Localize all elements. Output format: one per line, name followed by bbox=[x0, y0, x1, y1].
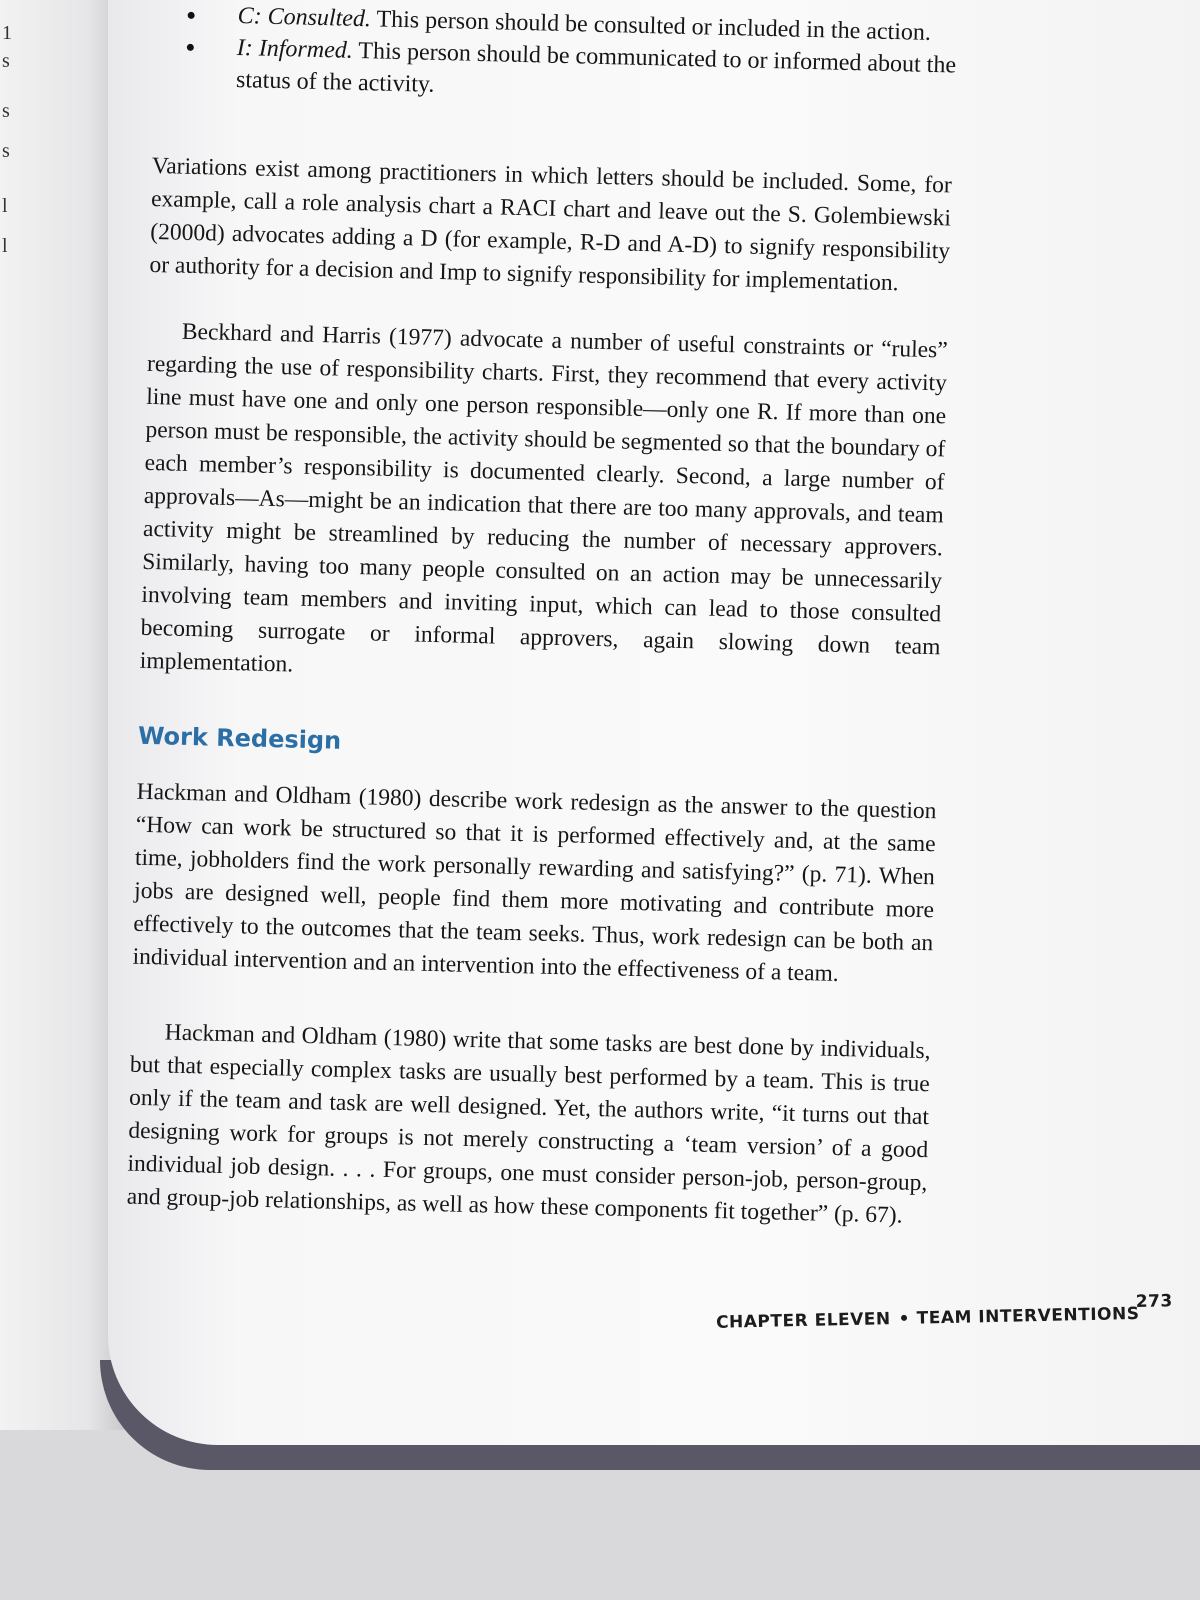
page-content bbox=[126, 0, 976, 1229]
footer-section: TEAM INTERVENTIONS bbox=[916, 1303, 1140, 1329]
bullet-list bbox=[216, 0, 958, 114]
paragraph-work-redesign: Hackman and Oldham (1980) describe work redesign as the answer to the question “How can work be structured so that it is performed effectively and, at the same time, jobholders find the work personally rewarding and satisfying?” (p. 71). When jobs are designed well, people find them more motivating and contribute more effectively to the outcomes that the team seeks. Thus, work redesign can be both an individual intervention and an intervention into the effectiveness of a team. bbox=[132, 778, 937, 987]
paragraph-group-tasks: Hackman and Oldham (1980) write that some tasks are best done by individuals, but that especially complex tasks are usually best performed by a team. This is true only if the team and task are well designed. Yet, the authors write, “it turns out that designing work for groups is not merely constructing a ‘team version’ of a good individual job design. . . . For groups, one must consider person-job, person-group, and group-job relationships, as well as how these components fit together” (p. 67). bbox=[126, 1019, 931, 1229]
section-heading: Work Redesign bbox=[137, 721, 342, 755]
running-footer bbox=[716, 1291, 1177, 1341]
facing-page-edge: 1 s s s l l bbox=[0, 0, 125, 1430]
list-item: C: Consulted. This person should be consulted or included in the action. bbox=[217, 0, 958, 50]
list-item: I: Informed. This person should be communicated to or informed about the status of the activity. bbox=[216, 32, 957, 114]
book-page bbox=[108, 0, 1200, 1445]
footer-chapter: CHAPTER ELEVEN bbox=[715, 1309, 891, 1333]
separator-dot-icon bbox=[901, 1315, 907, 1321]
paragraph-beckhard-rules: Beckhard and Harris (1977) advocate a number of useful constraints or “rules” regarding the use of responsibility charts. First, they recommend that every activity line must have one and only one person responsible—only one R. If more than one person must be responsible, the activity should be segmented so that the boundary of each member’s responsibility is documented clearly. Second, a large number of approvals—As—might be an indication that there are too many approvals, and team activity might be streamlined by reducing the number of necessary approvers. Similarly, having too many people consulted on an action may be unnecessarily involving team members and inviting input, which can lead to those consulted becoming surrogate or informal approvers, again slowing down team implementation. bbox=[139, 318, 948, 678]
page-number: 273 bbox=[1135, 1291, 1173, 1313]
paragraph-raci-variations: Variations exist among practitioners in which letters should be included. Some, for example, call a role analysis chart a RACI chart and leave out the S. Golembiewski (2000d) advocates adding a D (for example, R-D and A-D) to signify responsibility or authority for a decision and Imp to signify responsibility for implementation. bbox=[149, 152, 953, 297]
bullet-icon bbox=[187, 44, 194, 51]
bullet-icon bbox=[188, 12, 195, 19]
